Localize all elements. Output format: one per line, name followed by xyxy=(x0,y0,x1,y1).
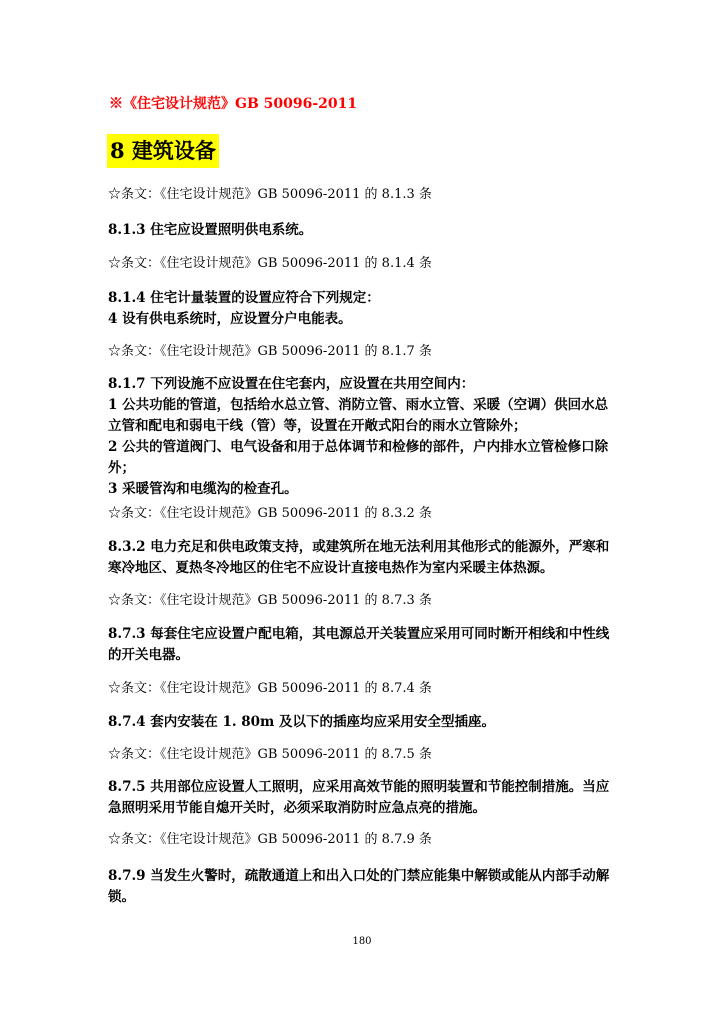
clause-reference: ☆条文：《住宅设计规范》GB 50096-2011 的 8.7.5 条 xyxy=(108,747,432,762)
clause-block xyxy=(108,254,620,274)
clause-line: 8.7.3 每套住宅应设置户配电箱，其电源总开关装置应采用可同时断开相线和中性线的开关电器。 xyxy=(108,626,610,663)
clause-line: 1 公共功能的管道，包括给水总立管、消防立管、雨水立管、采暖（空调）供回水总立管和配电和弱电干线（管）等，设置在开敞式阳台的雨水立管除外； xyxy=(108,397,609,434)
clause-text xyxy=(108,374,620,500)
clause-line: 8.3.2 电力充足和供电政策支持，或建筑所在地无法利用其他形式的能源外，严寒和寒冷地区、夏热冬冷地区的住宅不应设计直接电热作为室内采暖主体热源。 xyxy=(108,539,610,576)
clause-block xyxy=(108,830,620,850)
clause-reference: ☆条文：《住宅设计规范》GB 50096-2011 的 8.7.3 条 xyxy=(108,593,432,608)
source-title: ※《住宅设计规范》GB 50096-2011 xyxy=(109,96,358,112)
clause-line: 8.7.4 套内安装在 1. 80m 及以下的插座均应采用安全型插座。 xyxy=(108,714,496,730)
clause-text xyxy=(108,866,620,908)
clause-reference: ☆条文：《住宅设计规范》GB 50096-2011 的 8.1.4 条 xyxy=(108,256,432,271)
clause-reference: ☆条文：《住宅设计规范》GB 50096-2011 的 8.1.7 条 xyxy=(108,344,432,359)
chapter-heading: 8 建筑设备 xyxy=(107,134,219,168)
clause-text xyxy=(108,624,620,666)
clause-reference: ☆条文：《住宅设计规范》GB 50096-2011 的 8.7.9 条 xyxy=(108,832,432,847)
clause-line: 4 设有供电系统时，应设置分户电能表。 xyxy=(108,311,352,327)
clause-block xyxy=(108,185,620,205)
clause-text xyxy=(108,220,620,241)
clause-text xyxy=(108,777,620,819)
clause-block xyxy=(108,679,620,699)
clause-text xyxy=(108,712,620,733)
clause-line: 8.7.5 共用部位应设置人工照明，应采用高效节能的照明装置和节能控制措施。当应急照明采用节能自熄开关时，必须采取消防时应急点亮的措施。 xyxy=(108,779,610,816)
clause-reference: ☆条文：《住宅设计规范》GB 50096-2011 的 8.1.3 条 xyxy=(108,187,432,202)
clause-reference: ☆条文：《住宅设计规范》GB 50096-2011 的 8.3.2 条 xyxy=(108,506,432,521)
page-number: 180 xyxy=(352,936,372,947)
clause-reference: ☆条文：《住宅设计规范》GB 50096-2011 的 8.7.4 条 xyxy=(108,681,432,696)
clause-line: 8.7.9 当发生火警时，疏散通道上和出入口处的门禁应能集中解锁或能从内部手动解锁。 xyxy=(108,868,610,905)
clause-line: 3 采暖管沟和电缆沟的检查孔。 xyxy=(108,481,298,497)
clause-line: 8.1.3 住宅应设置照明供电系统。 xyxy=(108,222,313,238)
clause-line: 8.1.4 住宅计量装置的设置应符合下列规定： xyxy=(108,290,380,306)
clause-block xyxy=(108,745,620,765)
clause-block xyxy=(108,504,620,524)
clause-block xyxy=(108,591,620,611)
clause-text xyxy=(108,288,620,330)
clause-line: 2 公共的管道阀门、电气设备和用于总体调节和检修的部件，户内排水立管检修口除外； xyxy=(108,439,609,476)
clause-text xyxy=(108,537,620,579)
clause-block xyxy=(108,342,620,362)
clause-line: 8.1.7 下列设施不应设置在住宅套内，应设置在共用空间内： xyxy=(108,376,475,392)
